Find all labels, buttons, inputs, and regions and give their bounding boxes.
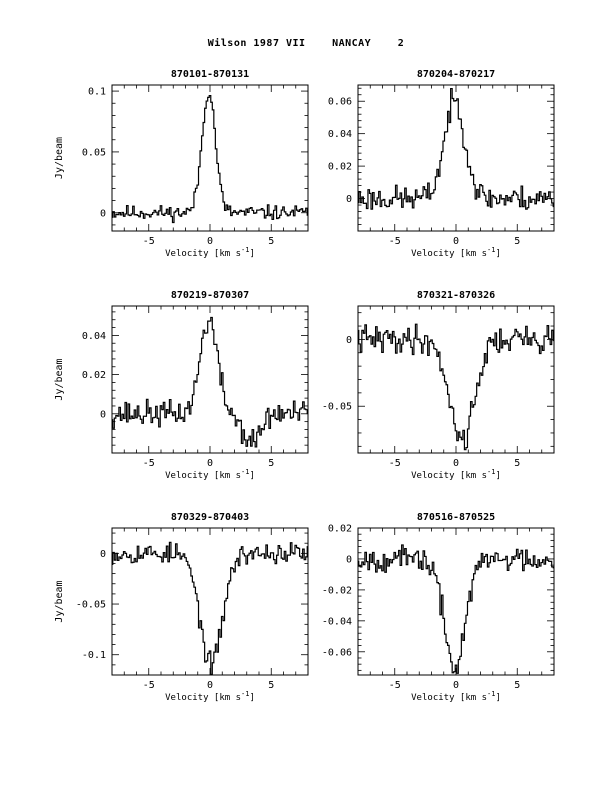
y-tick-label: 0.1 [87,86,106,98]
plot-frame [112,85,308,231]
y-tick-label: 0.02 [327,161,352,173]
x-tick-label: 0 [452,680,460,691]
y-tick-label: 0 [345,554,352,566]
x-tick-label: 5 [268,236,275,247]
spectrum-line [358,324,554,449]
page-title-station: NANCAY [332,38,372,49]
spectrum-line [358,89,554,210]
plot-frame [358,85,554,231]
x-tick-label: -5 [142,458,155,469]
x-tick-label: -5 [142,236,155,247]
x-axis-label: Velocity [km $s^{-1}$] [411,690,501,703]
x-tick-label: 5 [514,680,521,691]
x-tick-label: -5 [388,236,401,247]
spectrum-panel-1 [54,69,308,259]
y-tick-label: -0.05 [75,599,106,611]
x-tick-label: 0 [206,236,214,247]
panel-title: 870516-870525 [416,512,496,523]
y-tick-label: 0.04 [327,129,352,141]
x-tick-label: 0 [206,458,214,469]
page-title-page-number: 2 [397,38,405,49]
x-tick-label: -5 [388,458,401,469]
x-axis-label: Velocity [km $s^{-1}$] [165,246,255,259]
x-tick-label: 5 [268,458,275,469]
y-tick-label: -0.1 [81,650,106,662]
y-tick-label: 0.02 [81,370,106,382]
panel-title: 870219-870307 [170,290,250,301]
y-axis-label: Jy/beam [54,580,65,623]
x-axis-label: Velocity [km $s^{-1}$] [411,468,501,481]
y-axis-label: Jy/beam [54,358,65,401]
x-tick-label: 0 [452,236,460,247]
y-tick-label: 0 [99,409,106,421]
y-tick-label: -0.05 [321,401,352,413]
y-tick-label: 0.04 [81,330,106,342]
x-tick-label: 0 [206,680,214,691]
y-tick-label: 0.05 [81,147,106,159]
page-title-source: Wilson 1987 VII [207,38,306,49]
spectrum-line [112,96,308,223]
y-tick-label: 0.02 [327,523,352,535]
spectrum-line [112,317,308,447]
y-tick-label: 0 [99,208,106,220]
panel-title: 870204-870217 [416,69,496,80]
x-tick-label: 5 [268,680,275,691]
y-tick-label: 0.06 [327,96,352,108]
plot-frame [358,528,554,675]
spectrum-panel-2 [328,69,554,259]
x-axis-label: Velocity [km $s^{-1}$] [411,246,501,259]
y-axis-label: Jy/beam [54,136,65,180]
y-tick-label: -0.06 [321,647,352,659]
spectrum-panel-5 [54,512,308,703]
spectrum-panel-3 [54,290,308,481]
x-tick-label: 5 [514,458,521,469]
spectrum-panel-6 [322,512,554,703]
spectrum-line [112,542,308,674]
x-tick-label: -5 [142,680,155,691]
panel-title: 870321-870326 [416,290,496,301]
y-tick-label: 0 [345,334,352,346]
plot-frame [112,306,308,453]
spectrum-line [358,545,554,673]
y-tick-label: -0.04 [321,616,352,628]
spectrum-panel-4 [322,290,554,481]
x-axis-label: Velocity [km $s^{-1}$] [165,690,255,703]
x-tick-label: -5 [388,680,401,691]
y-tick-label: 0 [345,194,352,206]
panel-title: 870101-870131 [170,69,250,80]
y-tick-label: -0.02 [321,585,352,597]
y-tick-label: 0 [99,548,106,560]
panel-title: 870329-870403 [170,512,250,523]
x-tick-label: 5 [514,236,521,247]
x-tick-label: 0 [452,458,460,469]
x-axis-label: Velocity [km $s^{-1}$] [165,468,255,481]
